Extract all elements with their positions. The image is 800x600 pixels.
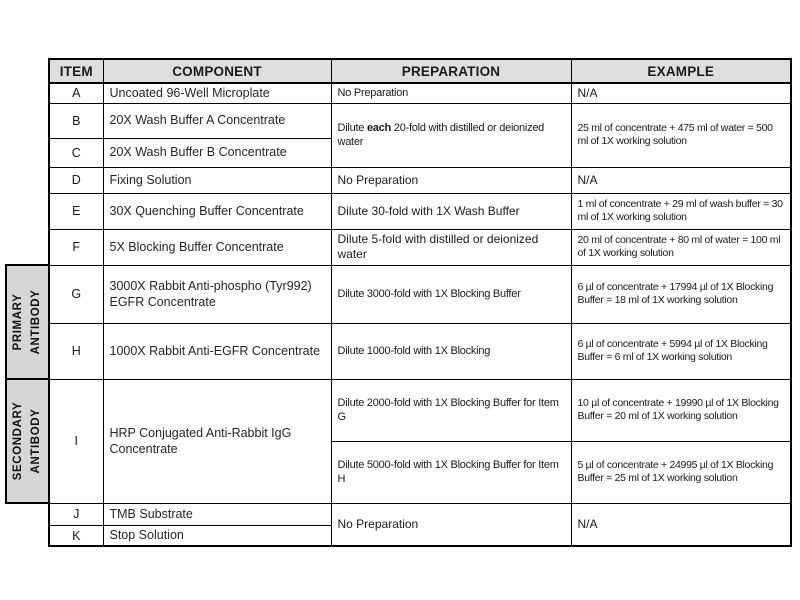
table-row (6, 265, 791, 323)
preparation-cell: Dilute 5-fold with distilled or deionized water (331, 229, 571, 265)
spacer-cell (6, 525, 49, 546)
component-cell: Fixing Solution (103, 167, 331, 193)
table-row (6, 103, 791, 138)
preparation-cell: No Preparation (331, 167, 571, 193)
example-cell: N/A (571, 167, 791, 193)
component-cell: 20X Wash Buffer B Concentrate (103, 138, 331, 167)
col-header-component: COMPONENT (103, 59, 331, 83)
example-cell-merged-jk: N/A (571, 503, 791, 546)
item-cell: E (49, 193, 103, 229)
label-line: PRIMARY (11, 293, 24, 351)
item-cell: A (49, 83, 103, 103)
item-cell: I (49, 379, 103, 503)
table-row (6, 503, 791, 525)
group-label-secondary-antibody (6, 379, 49, 503)
item-cell: C (49, 138, 103, 167)
preparation-cell: Dilute 2000-fold with 1X Blocking Buffer for Item G (331, 379, 571, 441)
prep-text-bold: each (366, 122, 392, 135)
spacer-cell (6, 138, 49, 167)
component-cell: 20X Wash Buffer A Concentrate (103, 103, 331, 138)
spacer-cell (6, 59, 49, 83)
example-cell: 1 ml of concentrate + 29 ml of wash buffer = 30 ml of 1X working solution (571, 193, 791, 229)
component-cell: HRP Conjugated Anti-Rabbit IgG Concentrate (103, 379, 331, 503)
component-cell: 5X Blocking Buffer Concentrate (103, 229, 331, 265)
item-cell: F (49, 229, 103, 265)
spacer-cell (6, 229, 49, 265)
example-cell: 6 µl of concentrate + 17994 µl of 1X Blocking Buffer = 18 ml of 1X working solution (571, 265, 791, 323)
example-cell: 10 µl of concentrate + 19990 µl of 1X Blocking Buffer = 20 ml of 1X working solution (571, 379, 791, 441)
preparation-cell: Dilute 3000-fold with 1X Blocking Buffer (331, 265, 571, 323)
label-line: ANTIBODY (29, 289, 42, 355)
preparation-cell: Dilute 30-fold with 1X Wash Buffer (331, 193, 571, 229)
example-cell: N/A (571, 83, 791, 103)
item-cell: D (49, 167, 103, 193)
secondary-antibody-label (10, 402, 46, 480)
preparation-cell-merged-bc (331, 103, 571, 167)
example-cell: 6 µl of concentrate + 5994 µl of 1X Blocking Buffer = 6 ml of 1X working solution (571, 323, 791, 379)
component-cell: TMB Substrate (103, 503, 331, 525)
table-row (6, 323, 791, 379)
component-cell: Uncoated 96-Well Microplate (103, 83, 331, 103)
component-cell: 3000X Rabbit Anti-phospho (Tyr992) EGFR Concentrate (103, 265, 331, 323)
prep-text: Dilute (337, 122, 367, 135)
component-cell: 30X Quenching Buffer Concentrate (103, 193, 331, 229)
col-header-example: EXAMPLE (571, 59, 791, 83)
spacer-cell (6, 83, 49, 103)
label-line: ANTIBODY (29, 408, 42, 474)
table-row (6, 193, 791, 229)
primary-antibody-label (10, 290, 46, 355)
spacer-cell (6, 103, 49, 138)
component-preparation-table (5, 58, 792, 547)
label-line: SECONDARY (11, 402, 24, 481)
spacer-cell (6, 503, 49, 525)
example-cell: 20 ml of concentrate + 80 ml of water = 100 ml of 1X working solution (571, 229, 791, 265)
component-cell: Stop Solution (103, 525, 331, 546)
preparation-cell: No Preparation (331, 83, 571, 103)
col-header-item: ITEM (49, 59, 103, 83)
table-row (6, 167, 791, 193)
prep-text: 20-fold with distilled or deionized water (337, 122, 545, 149)
item-cell: G (49, 265, 103, 323)
component-cell: 1000X Rabbit Anti-EGFR Concentrate (103, 323, 331, 379)
item-cell: J (49, 503, 103, 525)
component-preparation-table-wrap (5, 58, 792, 547)
table-row (6, 229, 791, 265)
group-label-primary-antibody (6, 265, 49, 379)
preparation-cell-merged-jk: No Preparation (331, 503, 571, 546)
table-row (6, 379, 791, 441)
item-cell: K (49, 525, 103, 546)
spacer-cell (6, 167, 49, 193)
col-header-preparation: PREPARATION (331, 59, 571, 83)
spacer-cell (6, 193, 49, 229)
table-row (6, 83, 791, 103)
example-cell: 5 µl of concentrate + 24995 µl of 1X Blocking Buffer = 25 ml of 1X working solution (571, 441, 791, 503)
preparation-cell: Dilute 5000-fold with 1X Blocking Buffer for Item H (331, 441, 571, 503)
header-row (6, 59, 791, 83)
item-cell: H (49, 323, 103, 379)
example-cell-merged-bc: 25 ml of concentrate + 475 ml of water = 500 ml of 1X working solution (571, 103, 791, 167)
item-cell: B (49, 103, 103, 138)
preparation-cell: Dilute 1000-fold with 1X Blocking (331, 323, 571, 379)
